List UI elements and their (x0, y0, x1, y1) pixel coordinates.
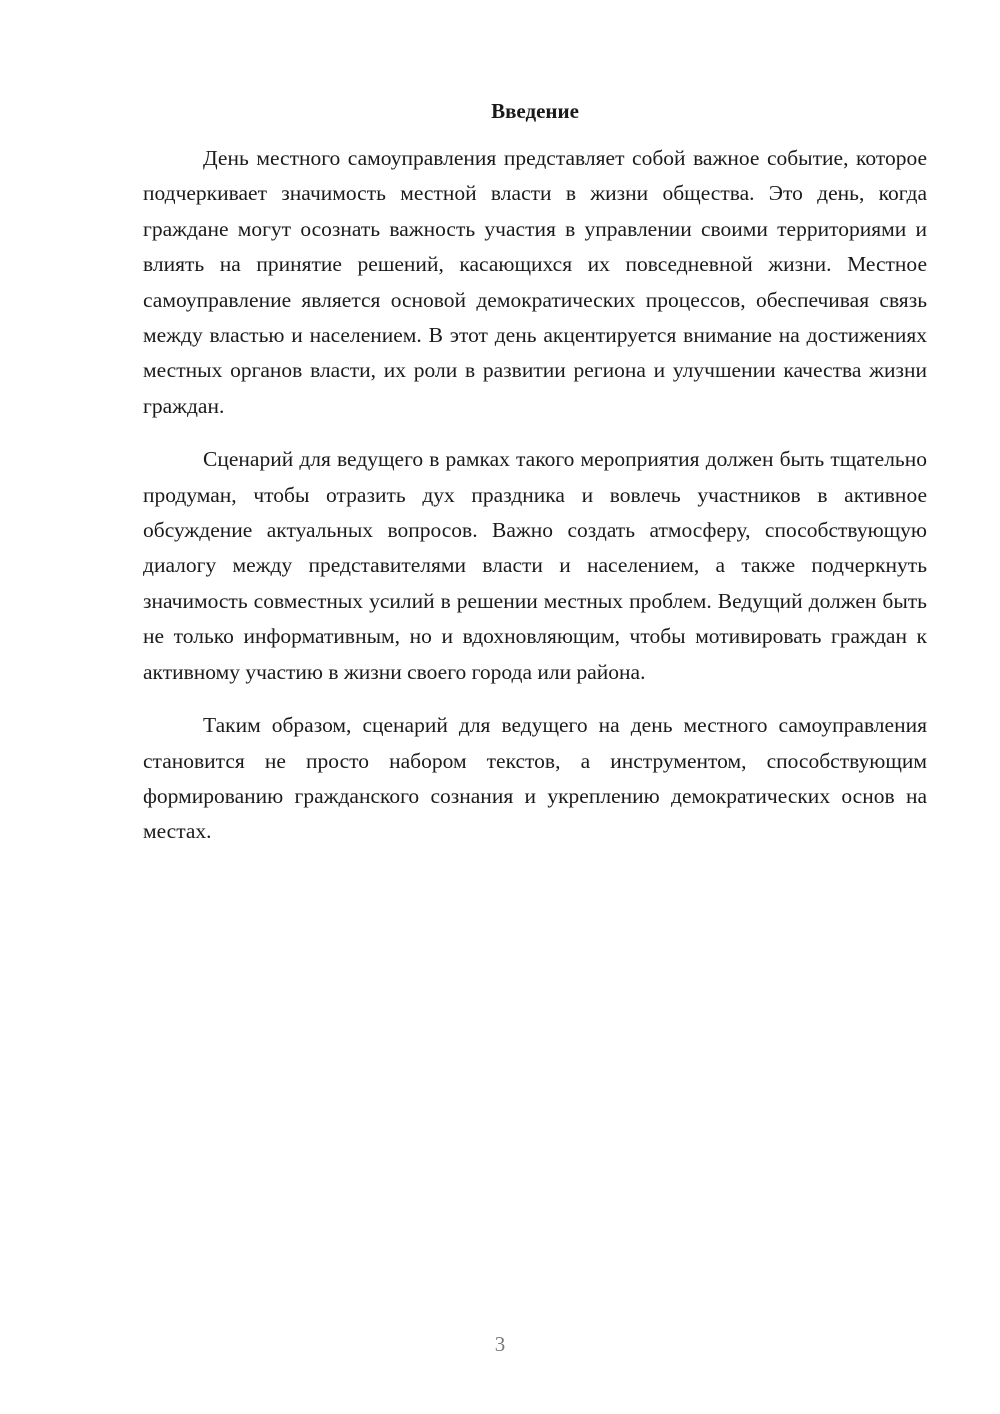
paragraph-2: Сценарий для ведущего в рамках такого мероприятия должен быть тщательно продуман, чтобы отразить дух праздника и вовлечь участников в активное обсуждение актуальных вопросов. Важно создать атмосферу, способствующую диалогу между представителями власти и населением, а также подчеркнуть значимость совместных усилий в решении местных проблем. Ведущий должен быть не только информативным, но и вдохновляющим, чтобы мотивировать граждан к активному участию в жизни своего города или района. (143, 447, 927, 684)
page-body (143, 94, 927, 868)
paragraph-3: Таким образом, сценарий для ведущего на день местного самоуправления становится не просто набором текстов, а инструментом, способствующим формированию гражданского сознания и укреплению демократических основ на местах. (143, 713, 927, 844)
paragraph-1: День местного самоуправления представляет собой важное событие, которое подчеркивает значимость местной власти в жизни общества. Это день, когда граждане могут осознать важность участия в управлении своими территориями и влиять на принятие решений, касающихся их повседневной жизни. Местное самоуправление является основой демократических процессов, обеспечивая связь между властью и населением. В этот день акцентируется внимание на достижениях местных органов власти, их роли в развитии региона и улучшении качества жизни граждан. (143, 146, 927, 418)
page-number: 3 (494, 1332, 506, 1356)
section-heading: Введение (491, 99, 579, 123)
